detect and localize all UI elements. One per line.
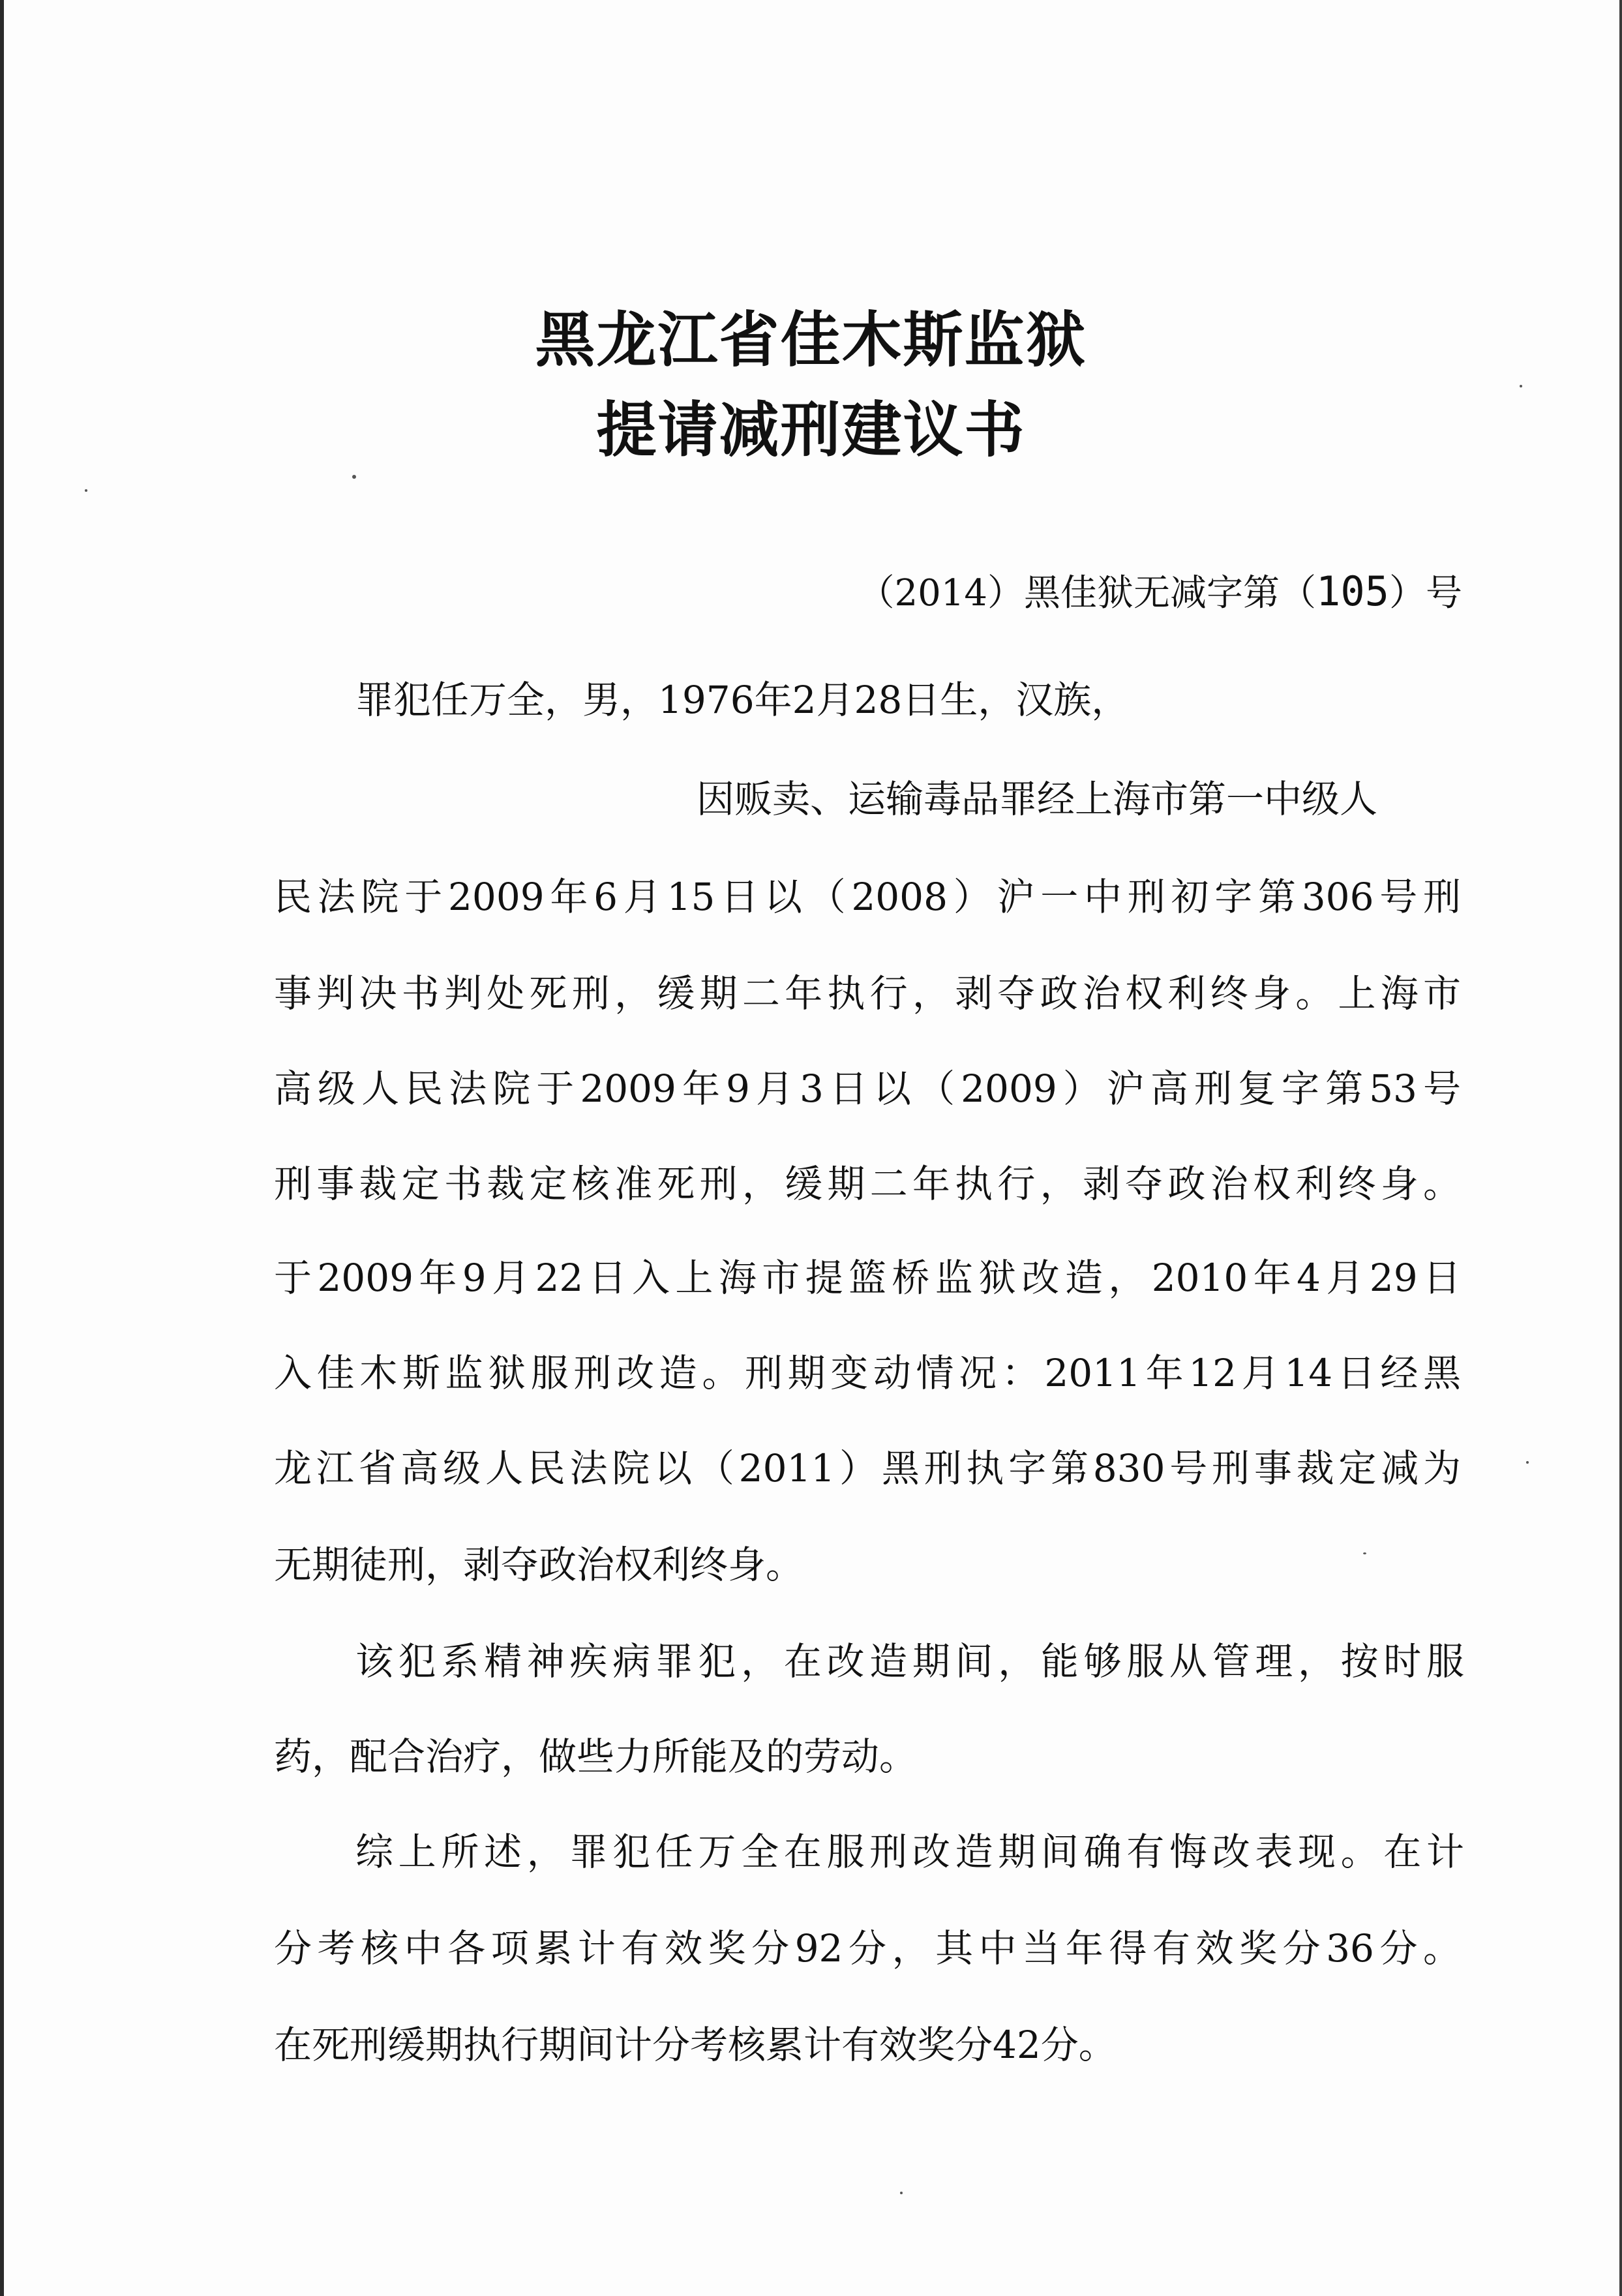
body-line-10: 无期徒刑，剥夺政治权利终身。 xyxy=(274,1543,804,1587)
scan-speck xyxy=(352,475,356,479)
body-line-15: 在死刑缓期执行期间计分考核累计有效奖分42分。 xyxy=(274,2023,1117,2067)
body-line-6: 刑事裁定书裁定核准死刑，缓期二年执行，剥夺政治权利终身。 xyxy=(274,1162,1461,1206)
body-line-13: 综上所述，罪犯任万全在服刑改造期间确有悔改表现。在计 xyxy=(355,1830,1464,1874)
body-line-12: 药，配合治疗，做些力所能及的劳动。 xyxy=(274,1734,918,1779)
document-number xyxy=(858,567,1463,615)
document-title-line1: 黑龙江省佳木斯监狱 xyxy=(535,305,1087,375)
scan-speck xyxy=(85,489,87,492)
document-title-line2: 提请减刑建议书 xyxy=(596,395,1026,465)
body-line-5: 高级人民法院于2009年9月3日以（2009）沪高刑复字第53号 xyxy=(274,1066,1461,1111)
body-line-1: 罪犯任万全，男，1976年2月28日生，汉族， xyxy=(355,678,1130,722)
body-line-9: 龙江省高级人民法院以（2011）黑刑执字第830号刑事裁定减为 xyxy=(274,1446,1461,1490)
body-line-3: 民法院于2009年6月15日以（2008）沪一中刑初字第306号刑 xyxy=(274,875,1461,919)
scan-speck xyxy=(1526,1461,1529,1464)
scan-speck xyxy=(1520,385,1522,387)
body-line-11: 该犯系精神疾病罪犯，在改造期间，能够服从管理，按时服 xyxy=(355,1639,1464,1684)
body-line-8: 入佳木斯监狱服刑改造。刑期变动情况：2011年12月14日经黑 xyxy=(274,1351,1461,1395)
document-number-prefix: （2014）黑佳狱无减字第（ xyxy=(858,572,1317,614)
document-number-value: 105 xyxy=(1316,567,1389,615)
scan-speck xyxy=(1363,1552,1366,1554)
body-line-2: 因贩卖、运输毒品罪经上海市第一中级人 xyxy=(697,777,1378,821)
document-number-suffix: ）号 xyxy=(1389,572,1462,614)
body-line-14: 分考核中各项累计有效奖分92分，其中当年得有效奖分36分。 xyxy=(274,1926,1461,1971)
body-line-7: 于2009年9月22日入上海市提篮桥监狱改造，2010年4月29日 xyxy=(274,1256,1461,1300)
body-line-4: 事判决书判处死刑，缓期二年执行，剥夺政治权利终身。上海市 xyxy=(274,971,1461,1016)
scan-speck xyxy=(900,2192,903,2194)
